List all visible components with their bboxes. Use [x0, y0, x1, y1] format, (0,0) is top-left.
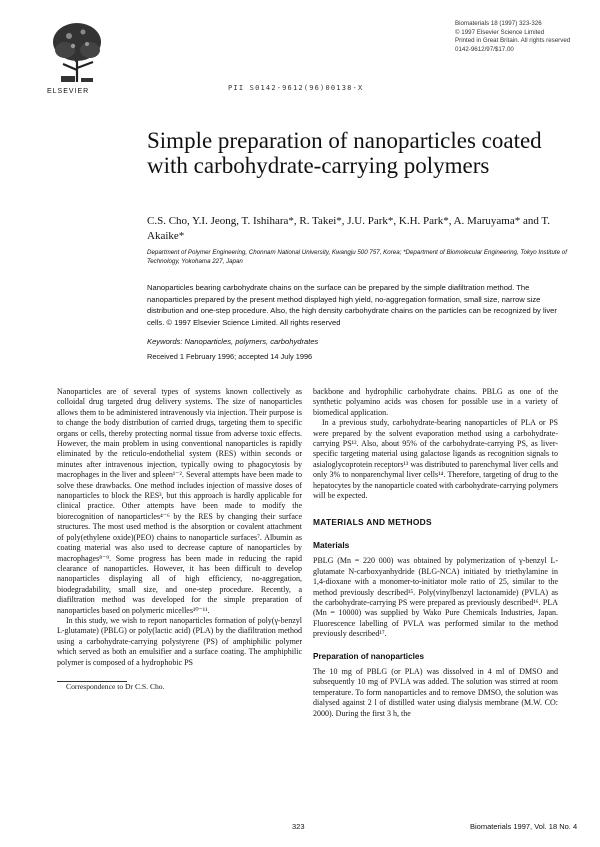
abstract: Nanoparticles bearing carbohydrate chains on the surface can be prepared by the simple diafiltration method. The nanoparticles prepared by the present method displayed high yield, no-aggregation formation, small size, narrow size distribution and one-step procedure. Also, the high density carbohydrate chains on the particles can be recognized by liver cells. © 1997 Elsevier Science Limited. All rights reserved — [147, 283, 557, 327]
section-heading: MATERIALS AND METHODS — [313, 517, 432, 528]
article-title: Simple preparation of nanoparticles coated with carbohydrate-carrying polymers — [147, 128, 542, 178]
subsection-heading: Preparation of nanoparticles — [313, 651, 425, 661]
elsevier-logo — [47, 20, 107, 100]
body-paragraph: The 10 mg of PBLG (or PLA) was dissolved in 4 ml of DMSO and subsequently 10 mg of PVLA was added. The solution was stirred at room temperature. To form nanoparticles and to remove DMSO, the solution was dialysed against 2 l of distilled water using dialysis membrane (M.W. CO: 2000). During the first 3 h, the — [313, 666, 558, 718]
affiliation: Department of Polymer Engineering, Chonnam National University, Kwangju 500 757, Korea; *Department of Biomolecular Engineering, Tokyo Institute of Technology, Yokohama 227, Japan — [147, 249, 567, 265]
elsevier-tree-icon — [47, 20, 107, 86]
body-paragraph: PBLG (Mn = 220 000) was obtained by polymerization of γ-benzyl L-glutamate N-carboxyanhydride (BLG-NCA) initiated by triethylamine in 1,4-dioxane with a monomer-to-initiator mole ratio of 25, similar to the method previously described¹⁵. Poly(vinylbenzyl lactonamide) (PVLA) as the carbohydrate-carrying PS were prepared as previously described¹⁶. PLA (Mn = 10000) was supplied by Wako Pure Chemicals Industries, Japan. Fluorescence labelling of PVLA was performed similar to the method previously described¹⁷. — [313, 556, 558, 639]
received-dates: Received 1 February 1996; accepted 14 July 1996 — [147, 352, 313, 361]
body-paragraph: In this study, we wish to report nanoparticles formation of poly(γ-benzyl L-glutamate) (PBLG) or poly(lactic acid) (PLA) by the diafiltration method using a carbohydrate-carrying polystyrene (PS) of amphiphilic polymer which served as both an emulsifier and a surface coating. The amphiphilic polymer is composed of a hydrophobic PS — [57, 615, 302, 667]
citation-block — [455, 20, 575, 54]
citation-line: © 1997 Elsevier Science Limited — [455, 28, 545, 36]
right-column — [313, 387, 558, 719]
publisher-name: ELSEVIER — [47, 88, 90, 95]
subsection-heading: Materials — [313, 539, 350, 550]
body-paragraph: Nanoparticles are of several types of systems known collectively as colloidal drug targeted drug delivery systems. The size of nanoparticles allows them to be administered intravenously via injection. Their purpose is to change the body distribution of carried drugs, targeting them to specific organs or cells, thereby protecting normal tissue from adverse toxic effects. However, the main problem in using conventional nanoparticles is rapidly eliminated by the reticulo-endothelial system (RES) within seconds or minutes after intravenous injection, typically owing to phagocytosis by macrophages in the liver and spleen¹⁻². Several attempts have been made to solve these drawbacks. One method includes injection of massive doses of nanoparticles to block the RES³, but this approach is hardly applicable for clinical practice. Other attempts have been made to modify the biorecognition of nanoparticles⁴⁻⁶ by the RES by changing their surface structures. The most used method is the absorption or covalent attachment of poly(ethylene oxide)(PEO) chains to nanoparticle surfaces⁷. Albumin as coating material was also used to decrease capture of nanoparticles by macrophages⁸⁻⁹. Some progress has been made in reducing the rapid clearance of nanoparticles. However, it has been difficult to develop nanoparticles displaying all of high efficiency, no-aggregation, biodegradability, small size, and one-step procedure. Recently, a diafiltration method was developed for the simple preparation of nanoparticles based on polymeric micelles¹⁰⁻¹¹. — [57, 387, 302, 615]
body-paragraph: backbone and hydrophilic carbohydrate chains. PBLG as one of the synthetic polyamino acids was chosen for possible use in a variety of biomedical application. — [313, 387, 558, 417]
citation-line: Biomaterials 18 (1997) 323-326 — [455, 20, 542, 27]
pii-identifier: PII S0142-9612(96)00138-X — [228, 84, 364, 92]
page-number: 323 — [292, 822, 305, 831]
keywords: Keywords: Nanoparticles, polymers, carbohydrates — [147, 337, 319, 346]
journal-footer: Biomaterials 1997, Vol. 18 No. 4 — [470, 822, 578, 831]
body-paragraph: In a previous study, carbohydrate-bearing nanoparticles of PLA or PS were prepared by the solvent evaporation method using a carbohydrate-carrying PS¹². Also, about 95% of the carbohydrate-carrying PS, as liver-specific targeting material using galactose ligands as recognition signals to asialoglycoprotein receptors¹³ was distributed to parenchymal liver cells and only 3% to nonparenchymal liver cells¹⁴. Therefore, targeting of drug to the hepatocytes by the nanoparticle coated with carbohydrate-carrying polymers will be expected. — [313, 418, 559, 501]
author-list: C.S. Cho, Y.I. Jeong, T. Ishihara*, R. Takei*, J.U. Park*, K.H. Park*, A. Maruyama* and T. Akaike* — [147, 215, 551, 242]
citation-line: Printed in Great Britain. All rights reserved — [455, 37, 571, 45]
left-column — [57, 387, 302, 692]
correspondence-footnote: Correspondence to Dr C.S. Cho. — [66, 681, 165, 691]
citation-line: 0142-9612/97/$17.00 — [455, 45, 514, 53]
